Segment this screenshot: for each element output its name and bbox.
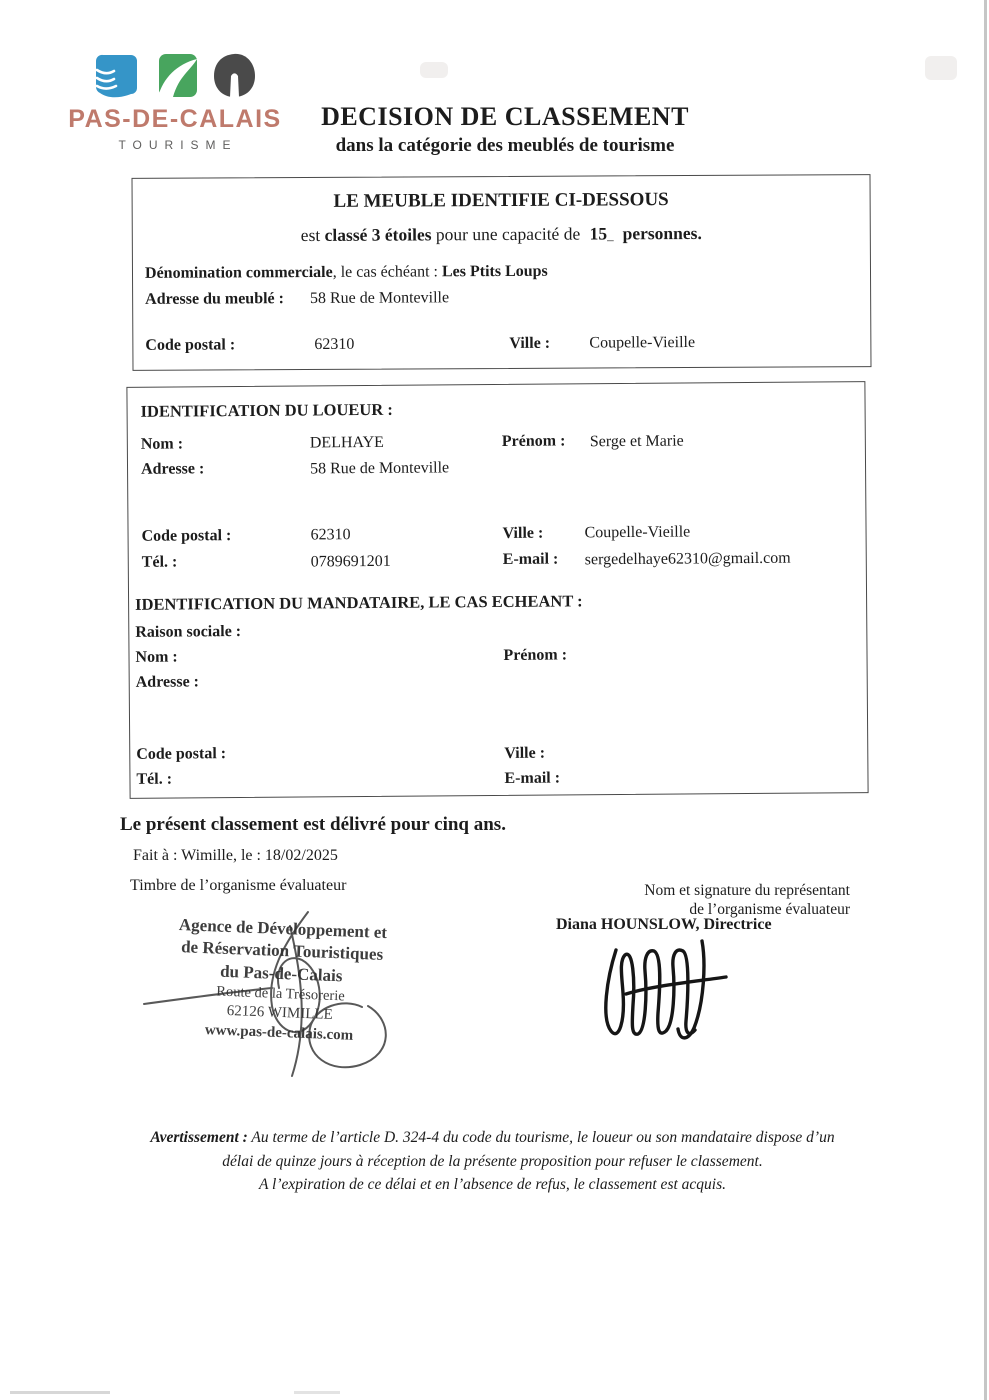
page-title: DECISION DE CLASSEMENT [321,102,689,131]
denomination-suffix: , le cas échéant : [332,263,442,281]
meuble-address-row [145,289,449,309]
owner-box [126,381,868,799]
meuble-postal-value: 62310 [314,335,355,353]
mandatary-email-label: E-mail : [504,769,561,787]
stamp-line: www.pas-de-calais.com [204,1022,354,1045]
sentence-mid: pour une capacité de [431,223,585,245]
stamp-signature-scribble [140,908,440,1088]
signature-caption [548,881,850,920]
capacity-value: 15 [589,223,608,244]
meuble-postal-label: Code postal : [145,336,236,354]
owner-tel-value: 0789691201 [310,552,391,571]
mandatary-address-label: Adresse : [135,673,200,691]
stamp-line: de Réservation Touristiques [180,937,384,965]
owner-firstname-value: Serge et Marie [589,432,684,451]
mandatary-firstname-label: Prénom : [503,646,568,664]
sentence-pre: est [300,224,325,246]
meuble-address-value: 58 Rue de Monteville [309,289,450,308]
owner-city-value: Coupelle-Vieille [584,523,691,542]
sentence-end: personnes. [622,222,702,244]
stamp-line: du Pas-de-Calais [219,961,343,986]
warning-label: Avertissement : [150,1129,248,1146]
owner-name-value: DELHAYE [309,433,384,452]
logo-icons [62,52,288,99]
owner-header: IDENTIFICATION DU LOUEUR : [140,399,393,421]
classification-sentence [133,222,870,247]
stamp-line: 62126 WIMILLE [226,1003,333,1024]
stamp-caption: Timbre de l’organisme évaluateur [130,877,347,894]
owner-address-label: Adresse : [140,460,205,478]
logo-wave-icon [93,52,140,99]
scan-edge-line [984,0,987,1400]
director-signature [596,934,748,1048]
capacity-underscore: _ [607,227,614,243]
brand-name: PAS-DE-CALAIS [68,105,282,133]
owner-tel-label: Tél. : [141,553,178,571]
page-subtitle: dans la catégorie des meublés de tourisme [335,135,675,156]
warning-line1: Au terme de l’article D. 324-4 du code du tourisme, le loueur ou son mandataire dispose d’un [247,1129,835,1146]
classification-box [131,174,871,371]
logo-swoosh-icon [152,52,199,99]
scan-smudge [420,62,448,78]
mandatary-company-label: Raison sociale : [135,623,242,641]
owner-firstname-label: Prénom : [501,432,566,450]
signature-caption-line2: de l’organisme évaluateur [689,901,850,919]
mandatary-city-label: Ville : [504,744,546,762]
denomination-row [145,263,548,283]
validity-statement: Le présent classement est délivré pour cinq ans. [120,814,506,835]
meuble-city-label: Ville : [509,334,551,352]
signatory-name: Diana HOUNSLOW, Directrice [556,916,772,933]
owner-address-value: 58 Rue de Monteville [309,459,450,478]
stamp-line: Agence de Développement et [178,915,388,943]
meuble-address-label: Adresse du meublé : [145,290,285,308]
stars-value: classé 3 étoiles [324,224,432,245]
signature-caption-line1: Nom et signature du représentant [644,882,850,899]
owner-email-label: E-mail : [502,550,559,568]
place-date: Fait à : Wimille, le : 18/02/2025 [133,847,338,864]
brand-tagline: TOURISME [118,138,238,152]
classification-header: LE MEUBLE IDENTIFIE CI-DESSOUS [333,189,669,212]
owner-name-label: Nom : [140,435,184,453]
owner-postal-label: Code postal : [141,527,232,545]
stamp-line: Route de la Trésorerie [215,983,345,1005]
warning-line3: A l’expiration de ce délai et en l’absence de refus, le classement est acquis. [258,1176,726,1194]
owner-postal-value: 62310 [310,526,351,544]
mandatary-header: IDENTIFICATION DU MANDATAIRE, LE CAS ECHEANT : [135,591,583,614]
mandatary-postal-label: Code postal : [136,745,227,763]
scan-artifact [294,1391,340,1394]
denomination-value: Les Ptits Loups [441,262,548,281]
denomination-label: Dénomination commerciale [144,263,333,282]
warning [95,1126,890,1197]
owner-city-label: Ville : [502,524,544,542]
meuble-city-value: Coupelle-Vieille [589,333,696,352]
scan-artifact [10,1391,110,1394]
owner-email-value: sergedelhaye62310@gmail.com [584,549,791,569]
mandatary-tel-label: Tél. : [136,770,173,788]
logo-bird-icon [211,52,258,99]
mandatary-name-label: Nom : [135,648,178,666]
scan-smudge [925,56,957,80]
warning-line2: délai de quinze jours à réception de la présente proposition pour refuser le classement. [222,1152,763,1170]
title-block [255,102,755,157]
